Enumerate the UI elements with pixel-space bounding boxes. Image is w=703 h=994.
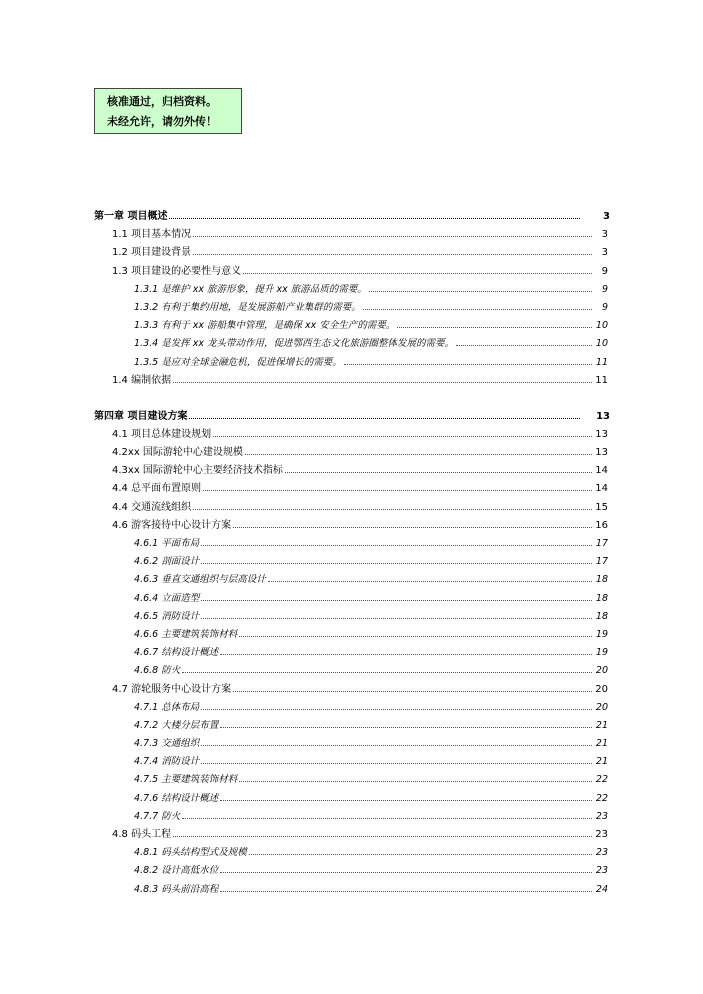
toc-section-entry[interactable] bbox=[94, 822, 610, 840]
notice-line-2: 未经允许，请勿外传！ bbox=[107, 115, 217, 128]
toc-entry-title: 4.7.6 结构设计概述 bbox=[134, 792, 219, 804]
approval-notice-box bbox=[94, 88, 242, 134]
toc-entry-title: 4.6.4 立面造型 bbox=[134, 592, 200, 604]
toc-page-number: 3 bbox=[601, 229, 608, 241]
toc-dot-leader bbox=[169, 217, 580, 219]
toc-entry-title: 4.6.3 垂直交通组织与层高设计 bbox=[134, 574, 266, 586]
toc-page-number: 22 bbox=[595, 792, 608, 804]
toc-subsection-entry[interactable] bbox=[94, 531, 610, 549]
toc-entry-title: 4.6.7 结构设计概述 bbox=[134, 647, 219, 659]
toc-dot-leader bbox=[243, 272, 592, 274]
toc-dot-leader bbox=[201, 744, 592, 746]
toc-page-number: 20 bbox=[595, 665, 608, 677]
toc-section-entry[interactable] bbox=[94, 240, 610, 258]
toc-page-number: 15 bbox=[595, 501, 608, 513]
toc-dot-leader bbox=[344, 363, 592, 365]
toc-dot-leader bbox=[220, 653, 592, 655]
toc-dot-leader bbox=[193, 253, 592, 255]
toc-dot-leader bbox=[239, 780, 592, 782]
toc-entry-title: 1.4 编制依据 bbox=[112, 374, 172, 386]
toc-page-number: 9 bbox=[601, 283, 608, 295]
toc-subsection-entry[interactable] bbox=[94, 713, 610, 731]
toc-page-number: 16 bbox=[595, 519, 608, 531]
toc-dot-leader bbox=[456, 344, 592, 346]
toc-dot-leader bbox=[201, 599, 592, 601]
toc-dot-leader bbox=[182, 671, 592, 673]
toc-dot-leader bbox=[245, 453, 592, 455]
toc-dot-leader bbox=[193, 235, 592, 237]
toc-dot-leader bbox=[182, 817, 592, 819]
toc-subsection-entry[interactable] bbox=[94, 804, 610, 822]
toc-section-entry[interactable] bbox=[94, 676, 610, 694]
toc-subsection-entry[interactable] bbox=[94, 585, 610, 603]
toc-page-number: 20 bbox=[595, 701, 608, 713]
toc-subsection-entry[interactable] bbox=[94, 749, 610, 767]
toc-section-entry[interactable] bbox=[94, 440, 610, 458]
toc-dot-leader bbox=[397, 326, 592, 328]
toc-entry-title: 4.8.1 码头结构型式及规模 bbox=[134, 847, 247, 859]
toc-subsection-entry[interactable] bbox=[94, 549, 610, 567]
toc-dot-leader bbox=[220, 890, 592, 892]
toc-dot-leader bbox=[173, 381, 592, 383]
toc-entry-title: 4.6 游客接待中心设计方案 bbox=[112, 519, 232, 531]
toc-entry-title: 1.3.1 是维护 xx 旅游形象，提升 xx 旅游品质的需要。 bbox=[134, 283, 367, 295]
toc-dot-leader bbox=[173, 835, 592, 837]
toc-dot-leader bbox=[369, 290, 592, 292]
toc-section-entry[interactable] bbox=[94, 258, 610, 276]
toc-subsection-entry[interactable] bbox=[94, 731, 610, 749]
toc-entry-title: 4.7 游轮服务中心设计方案 bbox=[112, 683, 232, 695]
toc-page-number: 23 bbox=[595, 829, 608, 840]
toc-dot-leader bbox=[239, 635, 592, 637]
toc-dot-leader bbox=[249, 853, 592, 855]
toc-page-number: 11 bbox=[595, 356, 608, 368]
toc-dot-leader bbox=[193, 508, 592, 510]
toc-page-number: 9 bbox=[601, 265, 608, 277]
toc-entry-title: 4.1 项目总体建设规划 bbox=[112, 428, 212, 440]
toc-subsection-entry[interactable] bbox=[94, 567, 610, 585]
toc-entry-title: 1.3.3 有利于 xx 游船集中管理，是确保 xx 安全生产的需要。 bbox=[134, 320, 396, 332]
toc-entry-title: 4.4 交通流线组织 bbox=[112, 501, 192, 513]
toc-dot-leader bbox=[363, 308, 592, 310]
toc-chapter-entry[interactable] bbox=[94, 203, 610, 222]
toc-entry-title: 4.7.3 交通组织 bbox=[134, 738, 200, 750]
toc-subsection-entry[interactable] bbox=[94, 277, 610, 295]
toc-subsection-entry[interactable] bbox=[94, 858, 610, 876]
toc-entry-title: 4.7.7 防火 bbox=[134, 810, 181, 822]
toc-entry-title: 1.3.4 是发挥 xx 龙头带动作用，促进鄂西生态文化旅游圈整体发展的需要。 bbox=[134, 338, 454, 350]
toc-dot-leader bbox=[189, 417, 580, 419]
toc-dot-leader bbox=[201, 708, 592, 710]
toc-subsection-entry[interactable] bbox=[94, 349, 610, 367]
toc-page-number: 9 bbox=[601, 301, 608, 313]
toc-page-number: 14 bbox=[595, 465, 608, 477]
toc-entry-title: 4.7.2 大楼分层布置 bbox=[134, 719, 219, 731]
toc-entry-title: 4.7.4 消防设计 bbox=[134, 756, 200, 768]
toc-entry-title: 4.8 码头工程 bbox=[112, 829, 172, 840]
toc-subsection-entry[interactable] bbox=[94, 658, 610, 676]
toc-page-number: 3 bbox=[603, 211, 610, 222]
toc-subsection-entry[interactable] bbox=[94, 695, 610, 713]
toc-page-number: 10 bbox=[595, 320, 608, 332]
toc-entry-title: 1.3.2 有利于集约用地，是发展游船产业集群的需要。 bbox=[134, 301, 361, 313]
toc-subsection-entry[interactable] bbox=[94, 785, 610, 803]
toc-entry-title: 4.6.2 剖面设计 bbox=[134, 556, 200, 568]
toc-subsection-entry[interactable] bbox=[94, 840, 610, 858]
toc-entry-title: 4.4 总平面布置原则 bbox=[112, 483, 202, 495]
toc-entry-title: 4.6.6 主要建筑装饰材料 bbox=[134, 628, 238, 640]
toc-chapter-entry[interactable] bbox=[94, 403, 610, 422]
toc-entry-title: 4.6.1 平面布局 bbox=[134, 538, 200, 549]
toc-page-number: 18 bbox=[595, 592, 608, 604]
toc-subsection-entry[interactable] bbox=[94, 876, 610, 894]
toc-page-number: 10 bbox=[595, 338, 608, 350]
toc-section-entry[interactable] bbox=[94, 458, 610, 476]
toc-dot-leader bbox=[268, 580, 592, 582]
toc-page-number: 13 bbox=[596, 410, 610, 422]
notice-line-1: 核准通过，归档资料。 bbox=[107, 95, 217, 108]
toc-dot-leader bbox=[220, 799, 592, 801]
toc-page-number: 23 bbox=[595, 847, 608, 859]
toc-page-number: 21 bbox=[595, 719, 608, 731]
toc-entry-title: 1.3 项目建设的必要性与意义 bbox=[112, 265, 242, 277]
toc-subsection-entry[interactable] bbox=[94, 640, 610, 658]
toc-dot-leader bbox=[201, 562, 592, 564]
toc-subsection-entry[interactable] bbox=[94, 331, 610, 349]
toc-section-entry[interactable] bbox=[94, 513, 610, 531]
toc-entry-title: 4.6.8 防火 bbox=[134, 665, 181, 677]
toc-dot-leader bbox=[201, 762, 592, 764]
toc-page-number: 13 bbox=[595, 447, 608, 459]
toc-entry-title: 4.3xx 国际游轮中心主要经济技术指标 bbox=[112, 465, 283, 477]
toc-page-number: 13 bbox=[595, 428, 608, 440]
toc-page-number: 24 bbox=[595, 883, 608, 895]
toc-page-number: 19 bbox=[595, 647, 608, 659]
toc-dot-leader bbox=[233, 690, 592, 692]
toc-section-entry[interactable] bbox=[94, 422, 610, 440]
table-of-contents bbox=[94, 203, 610, 895]
toc-dot-leader bbox=[201, 617, 592, 619]
toc-section-entry[interactable] bbox=[94, 494, 610, 512]
toc-page-number: 17 bbox=[595, 556, 608, 568]
toc-entry-title: 4.7.1 总体布局 bbox=[134, 701, 200, 713]
toc-entry-title: 4.8.3 码头前沿高程 bbox=[134, 883, 219, 895]
toc-entry-title: 1.2 项目建设背景 bbox=[112, 247, 192, 259]
toc-dot-leader bbox=[201, 544, 592, 546]
toc-dot-leader bbox=[213, 435, 592, 437]
toc-subsection-entry[interactable] bbox=[94, 313, 610, 331]
toc-page-number: 23 bbox=[595, 865, 608, 877]
toc-entry-title: 4.8.2 设计高低水位 bbox=[134, 865, 219, 877]
toc-dot-leader bbox=[220, 871, 592, 873]
toc-dot-leader bbox=[203, 489, 592, 491]
toc-page-number: 17 bbox=[595, 538, 608, 549]
toc-section-entry[interactable] bbox=[94, 222, 610, 240]
toc-page-number: 11 bbox=[595, 374, 608, 386]
toc-page-number: 21 bbox=[595, 756, 608, 768]
toc-page-number: 22 bbox=[595, 774, 608, 786]
toc-page-number: 18 bbox=[595, 574, 608, 586]
toc-dot-leader bbox=[233, 526, 592, 528]
toc-entry-title: 4.7.5 主要建筑装饰材料 bbox=[134, 774, 238, 786]
toc-subsection-entry[interactable] bbox=[94, 604, 610, 622]
toc-entry-title: 4.2xx 国际游轮中心建设规模 bbox=[112, 447, 243, 459]
toc-subsection-entry[interactable] bbox=[94, 767, 610, 785]
toc-page-number: 19 bbox=[595, 628, 608, 640]
toc-subsection-entry[interactable] bbox=[94, 622, 610, 640]
toc-entry-title: 1.3.5 是应对全球金融危机，促进保增长的需要。 bbox=[134, 356, 342, 368]
toc-page-number: 20 bbox=[595, 683, 608, 695]
toc-page-number: 23 bbox=[595, 810, 608, 822]
toc-page-number: 18 bbox=[595, 610, 608, 622]
toc-entry-title: 1.1 项目基本情况 bbox=[112, 229, 192, 241]
toc-dot-leader bbox=[285, 471, 592, 473]
toc-page-number: 3 bbox=[601, 247, 608, 259]
toc-entry-title: 第一章 项目概述 bbox=[94, 211, 168, 222]
toc-dot-leader bbox=[220, 726, 592, 728]
toc-section-entry[interactable] bbox=[94, 368, 610, 386]
toc-page-number: 14 bbox=[595, 483, 608, 495]
toc-entry-title: 第四章 项目建设方案 bbox=[94, 410, 188, 422]
toc-section-entry[interactable] bbox=[94, 476, 610, 494]
toc-page-number: 21 bbox=[595, 738, 608, 750]
toc-entry-title: 4.6.5 消防设计 bbox=[134, 610, 200, 622]
toc-subsection-entry[interactable] bbox=[94, 295, 610, 313]
